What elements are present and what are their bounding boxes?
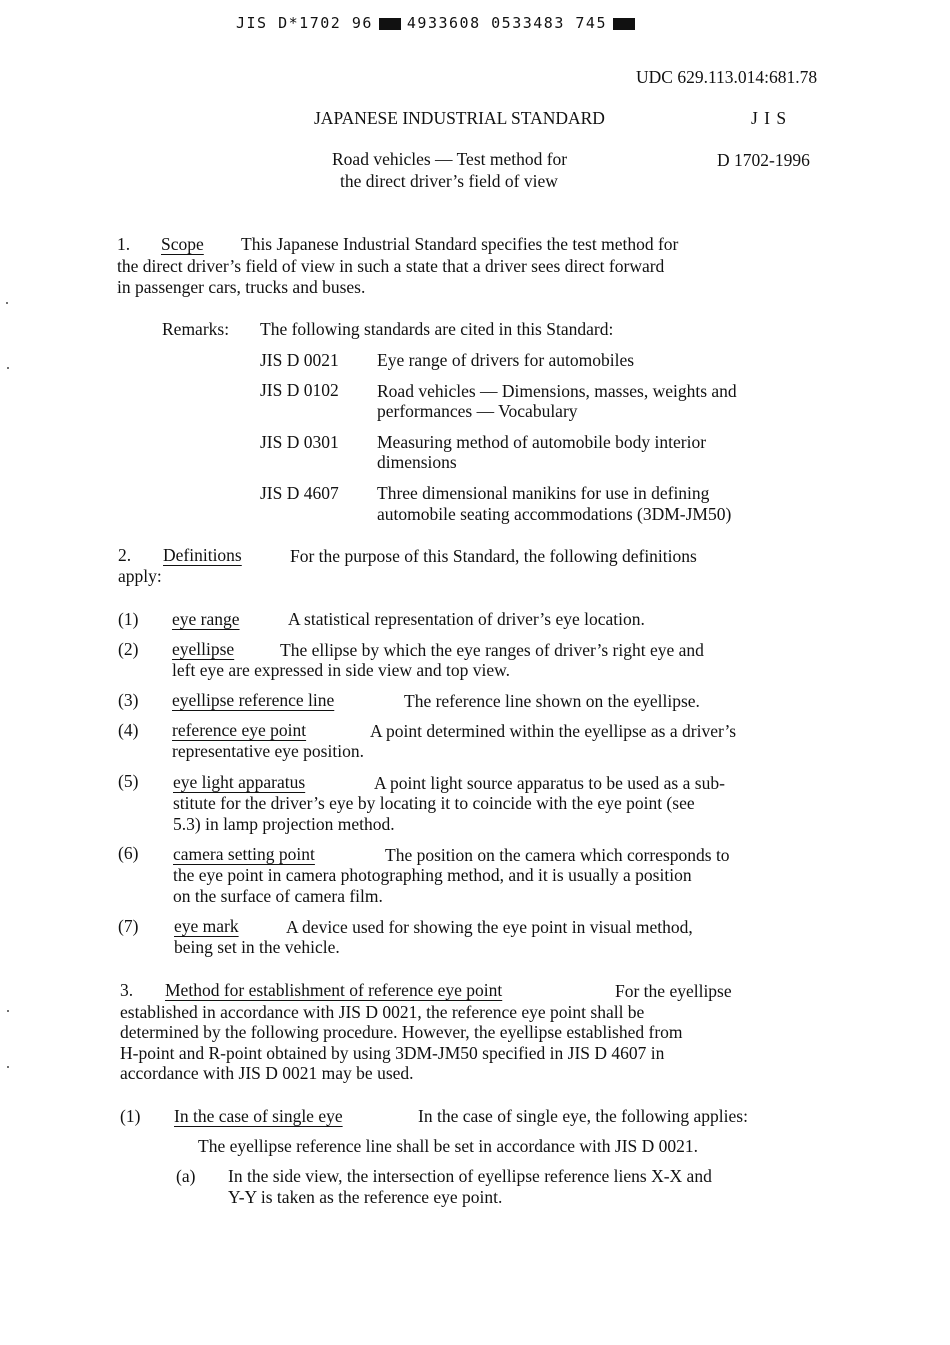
code-a: JIS D*1702 96: [236, 14, 373, 32]
definition-number: (7): [118, 916, 139, 936]
document-code-header: [236, 14, 641, 32]
definition-text: The reference line shown on the eyellipse.: [404, 691, 700, 711]
definition-text: being set in the vehicle.: [174, 937, 340, 957]
cited-standard-title: Eye range of drivers for automobiles: [377, 350, 635, 370]
method-text: H-point and R-point obtained by using 3DM-JM50 specified in JIS D 4607 in: [120, 1043, 665, 1063]
udc-number: UDC 629.113.014:681.78: [636, 67, 818, 87]
doc-title-line1: Road vehicles — Test method for: [332, 149, 568, 169]
method-text: accordance with JIS D 0021 may be used.: [120, 1063, 414, 1083]
definition-number: (3): [118, 690, 139, 710]
definition-text: left eye are expressed in side view and top view.: [172, 660, 511, 680]
cited-standard-title: automobile seating accommodations (3DM-JM50): [377, 504, 732, 524]
definition-number: (5): [118, 771, 139, 791]
definition-number: (6): [118, 843, 139, 863]
scope-line: in passenger cars, trucks and buses.: [117, 277, 366, 297]
case-heading: In the case of single eye: [174, 1106, 343, 1126]
barcode-block: [613, 18, 635, 30]
jis-mark: J I S: [751, 108, 788, 128]
definitions-intro: For the purpose of this Standard, the following definitions: [290, 546, 697, 566]
doc-title-line2: the direct driver’s field of view: [340, 171, 558, 191]
definition-term: eye range: [172, 609, 240, 629]
definition-text: A device used for showing the eye point in visual method,: [286, 917, 693, 937]
method-number: 3.: [120, 980, 134, 1000]
scan-speck: [6, 302, 8, 304]
definition-text: The position on the camera which corresponds to: [385, 845, 730, 865]
remarks-intro: The following standards are cited in this Standard:: [260, 319, 614, 339]
definition-text: The ellipse by which the eye ranges of driver’s right eye and: [280, 640, 704, 660]
scope-line: This Japanese Industrial Standard specifies the test method for: [241, 234, 679, 254]
case-text: In the case of single eye, the following applies:: [418, 1106, 748, 1126]
case-number: (1): [120, 1106, 141, 1126]
definition-text: A point determined within the eyellipse as a driver’s: [370, 721, 737, 741]
sub-item-text: In the side view, the intersection of eyellipse reference liens X-X and: [228, 1166, 712, 1186]
sub-item-text: Y-Y is taken as the reference eye point.: [228, 1187, 503, 1207]
definition-text: A point light source apparatus to be used as a sub-: [374, 773, 725, 793]
definitions-number: 2.: [118, 545, 132, 565]
cited-standard-code: JIS D 0102: [260, 380, 339, 400]
cited-standard-title: Road vehicles — Dimensions, masses, weights and: [377, 381, 737, 401]
cited-standard-code: JIS D 0021: [260, 350, 339, 370]
definition-text: representative eye position.: [172, 741, 364, 761]
definition-text: 5.3) in lamp projection method.: [173, 814, 395, 834]
code-b: 4933608 0533483 745: [406, 14, 607, 32]
definition-term: reference eye point: [172, 720, 307, 740]
cited-standard-title: Measuring method of automobile body interior: [377, 432, 707, 452]
cited-standard-code: JIS D 0301: [260, 432, 339, 452]
scope-number: 1.: [117, 234, 131, 254]
cited-standard-title: dimensions: [377, 452, 457, 472]
definition-text: A statistical representation of driver’s eye location.: [288, 609, 645, 629]
definition-term: eyellipse: [172, 639, 235, 659]
method-text: For the eyellipse: [615, 981, 732, 1001]
definitions-heading: Definitions: [163, 545, 242, 565]
definition-text: on the surface of camera film.: [173, 886, 383, 906]
definition-number: (4): [118, 720, 139, 740]
definition-text: the eye point in camera photographing method, and it is usually a position: [173, 865, 692, 885]
remarks-label: Remarks:: [162, 319, 230, 339]
sub-item-label: (a): [176, 1166, 196, 1186]
definition-term: eye light apparatus: [173, 772, 306, 792]
standard-title: JAPANESE INDUSTRIAL STANDARD: [314, 108, 605, 128]
barcode-block: [379, 18, 401, 30]
cited-standard-title: performances — Vocabulary: [377, 401, 578, 421]
scan-speck: [7, 1010, 9, 1012]
cited-standard-title: Three dimensional manikins for use in defining: [377, 483, 710, 503]
scope-line: the direct driver’s field of view in such a state that a driver sees direct forward: [117, 256, 665, 276]
definition-term: eyellipse reference line: [172, 690, 335, 710]
cited-standard-code: JIS D 4607: [260, 483, 339, 503]
definition-term: camera setting point: [173, 844, 315, 864]
scan-speck: [7, 367, 9, 369]
method-text: established in accordance with JIS D 0021, the reference eye point shall be: [120, 1002, 645, 1022]
method-text: determined by the following procedure. However, the eyellipse established from: [120, 1022, 683, 1042]
scope-heading: Scope: [161, 234, 204, 254]
definition-number: (2): [118, 639, 139, 659]
scan-speck: [7, 1066, 9, 1068]
definition-text: stitute for the driver’s eye by locating it to coincide with the eye point (see: [173, 793, 695, 813]
definition-number: (1): [118, 609, 139, 629]
definition-term: eye mark: [174, 916, 239, 936]
method-heading: Method for establishment of reference eye point: [165, 980, 503, 1000]
case-sub-text: The eyellipse reference line shall be set in accordance with JIS D 0021.: [198, 1136, 699, 1156]
doc-number: D 1702-1996: [717, 150, 810, 170]
definitions-intro: apply:: [118, 566, 162, 586]
